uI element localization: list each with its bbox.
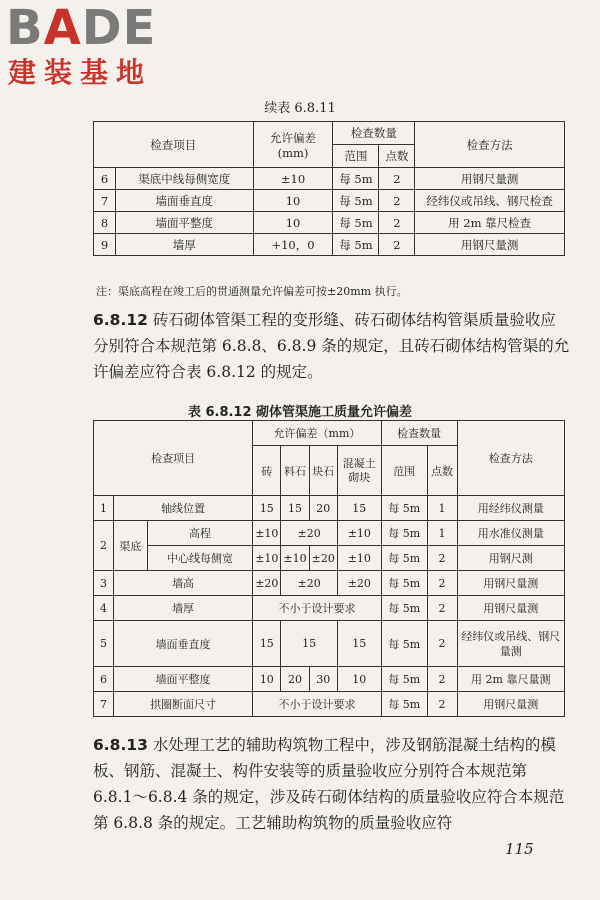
- cell-points: 2: [427, 621, 457, 667]
- cell-no: 3: [94, 571, 114, 596]
- table-row: [94, 596, 565, 621]
- header-method: 检查方法: [457, 421, 565, 496]
- header-brick: 砖: [253, 446, 281, 496]
- cell-block: ±20: [309, 546, 337, 571]
- cell-range: 每 5m: [381, 496, 427, 521]
- cell-item: 墙厚: [115, 234, 253, 256]
- cell-range: 每 5m: [381, 546, 427, 571]
- table-6-8-12: [93, 420, 565, 717]
- cell-item: 墙面平整度: [113, 667, 252, 692]
- cell-range: 每 5m: [381, 621, 427, 667]
- page-number: 115: [505, 840, 534, 858]
- header-range: 范围: [381, 446, 427, 496]
- cell-range: 每 5m: [333, 168, 379, 190]
- table1-note: 注：渠底高程在竣工后的贯通测量允许偏差可按±20mm 执行。: [96, 285, 408, 298]
- cell-no: 5: [94, 621, 114, 667]
- cell-concrete: ±20: [337, 571, 381, 596]
- cell-deviation: 不小于设计要求: [253, 596, 382, 621]
- cell-item: 墙面平整度: [115, 212, 253, 234]
- table-row: [94, 496, 565, 521]
- table-row: [94, 571, 565, 596]
- cell-item: 墙面垂直度: [115, 190, 253, 212]
- cell-method: 用钢尺量测: [415, 234, 565, 256]
- table-row: [94, 546, 565, 571]
- cell-method: 用 2m 靠尺量测: [457, 667, 565, 692]
- cell-dev: +10，0: [253, 234, 333, 256]
- header-quantity: 检查数量: [333, 122, 415, 145]
- bade-logo: [6, 2, 186, 97]
- cell-no: 7: [94, 190, 116, 212]
- cell-method: 用钢尺量测: [415, 168, 565, 190]
- cell-points: 2: [379, 168, 415, 190]
- cell-points: 2: [427, 667, 457, 692]
- table-row: [94, 692, 565, 717]
- header-deviation: 允许偏差 (mm): [253, 122, 333, 168]
- header-deviation: 允许偏差（mm）: [253, 421, 382, 446]
- cell-rubble: 20: [281, 667, 309, 692]
- header-method: 检查方法: [415, 122, 565, 168]
- cell-points: 1: [427, 521, 457, 546]
- cell-rubble-block: 15: [281, 621, 337, 667]
- cell-dev: 10: [253, 190, 333, 212]
- cell-range: 每 5m: [333, 234, 379, 256]
- cell-brick: ±10: [253, 521, 281, 546]
- clause-text: 水处理工艺的辅助构筑物工程中，涉及钢筋混凝土结构的模板、钢筋、混凝土、构件安装等的质量验收应分别符合本规范第 6.8.1～6.8.4 条的规定，涉及砖石砌体结构的质量验收应符合本规范第 6.8.8 条的规定。工艺辅助构筑物的质量验收应符: [93, 736, 565, 832]
- table-row: [94, 667, 565, 692]
- cell-method: 用钢尺量测: [457, 692, 565, 717]
- cell-rubble: 15: [281, 496, 309, 521]
- cell-method: 经纬仪或吊线、钢尺量测: [457, 621, 565, 667]
- cell-item: 高程: [147, 521, 252, 546]
- clause-number: 6.8.13: [93, 736, 148, 754]
- cell-method: 用水准仪测量: [457, 521, 565, 546]
- cell-points: 2: [427, 546, 457, 571]
- cell-brick: 15: [253, 496, 281, 521]
- cell-rubble-block: ±20: [281, 521, 337, 546]
- cell-brick: 10: [253, 667, 281, 692]
- cell-no: 8: [94, 212, 116, 234]
- cell-range: 每 5m: [381, 692, 427, 717]
- cell-item: 墙面垂直度: [113, 621, 252, 667]
- cell-concrete: ±10: [337, 546, 381, 571]
- cell-range: 每 5m: [333, 190, 379, 212]
- clause-6-8-13: [93, 732, 571, 836]
- cell-item: 拱圈断面尺寸: [113, 692, 252, 717]
- cell-no: 4: [94, 596, 114, 621]
- table-row: [94, 212, 565, 234]
- cell-no: 2: [94, 521, 114, 571]
- cell-method: 用 2m 靠尺检查: [415, 212, 565, 234]
- clause-6-8-12: [93, 307, 571, 385]
- cell-method: 经纬仪或吊线、钢尺检查: [415, 190, 565, 212]
- cell-range: 每 5m: [381, 596, 427, 621]
- cell-item: 渠底中线每侧宽度: [115, 168, 253, 190]
- cell-dev: ±10: [253, 168, 333, 190]
- cell-method: 用钢尺量测: [457, 596, 565, 621]
- cell-points: 2: [427, 571, 457, 596]
- cell-brick: ±20: [253, 571, 281, 596]
- table-row: [94, 521, 565, 546]
- cell-points: 2: [379, 190, 415, 212]
- header-concrete: 混凝土砌块: [337, 446, 381, 496]
- cell-brick: ±10: [253, 546, 281, 571]
- cell-points: 2: [427, 596, 457, 621]
- cell-block: 20: [309, 496, 337, 521]
- cell-block: 30: [309, 667, 337, 692]
- cell-rubble: ±10: [281, 546, 309, 571]
- table-row: [94, 168, 565, 190]
- table-row: [94, 621, 565, 667]
- cell-no: 9: [94, 234, 116, 256]
- cell-concrete: 10: [337, 667, 381, 692]
- header-rubble: 料石: [281, 446, 309, 496]
- cell-dev: 10: [253, 212, 333, 234]
- header-quantity: 检查数量: [381, 421, 457, 446]
- cell-no: 1: [94, 496, 114, 521]
- table-6-8-11-continued: [93, 121, 565, 256]
- cell-range: 每 5m: [381, 521, 427, 546]
- header-range: 范围: [333, 145, 379, 168]
- cell-no: 7: [94, 692, 114, 717]
- logo-latin: BADE: [6, 0, 157, 56]
- table-row: [94, 190, 565, 212]
- cell-points: 1: [427, 496, 457, 521]
- header-points: 点数: [427, 446, 457, 496]
- cell-points: 2: [379, 234, 415, 256]
- clause-text: 砖石砌体管渠工程的变形缝、砖石砌体结构管渠质量验收应分别符合本规范第 6.8.8、6.8.9 条的规定，且砖石砌体结构管渠的允许偏差应符合表 6.8.12 的规定。: [93, 311, 570, 381]
- cell-rubble-block: ±20: [281, 571, 337, 596]
- header-item: 检查项目: [94, 122, 254, 168]
- cell-item: 轴线位置: [113, 496, 252, 521]
- table-row: [94, 234, 565, 256]
- cell-concrete: 15: [337, 496, 381, 521]
- header-points: 点数: [379, 145, 415, 168]
- cell-no: 6: [94, 667, 114, 692]
- cell-deviation: 不小于设计要求: [253, 692, 382, 717]
- clause-number: 6.8.12: [93, 311, 148, 329]
- cell-item: 墙厚: [113, 596, 252, 621]
- cell-points: 2: [427, 692, 457, 717]
- cell-points: 2: [379, 212, 415, 234]
- cell-brick: 15: [253, 621, 281, 667]
- cell-method: 用钢尺测: [457, 546, 565, 571]
- cell-no: 6: [94, 168, 116, 190]
- header-block: 块石: [309, 446, 337, 496]
- table2-caption: 表 6.8.12 砌体管渠施工质量允许偏差: [187, 405, 413, 420]
- table1-caption: 续表 6.8.11: [264, 101, 336, 116]
- cell-range: 每 5m: [381, 571, 427, 596]
- cell-group: 渠底: [113, 521, 147, 571]
- cell-item: 墙高: [113, 571, 252, 596]
- cell-range: 每 5m: [381, 667, 427, 692]
- logo-chinese: 建装基地: [8, 56, 153, 89]
- cell-item: 中心线每侧宽: [147, 546, 252, 571]
- cell-concrete: ±10: [337, 521, 381, 546]
- cell-method: 用钢尺量测: [457, 571, 565, 596]
- header-item: 检查项目: [94, 421, 253, 496]
- cell-range: 每 5m: [333, 212, 379, 234]
- cell-method: 用经纬仪测量: [457, 496, 565, 521]
- cell-concrete: 15: [337, 621, 381, 667]
